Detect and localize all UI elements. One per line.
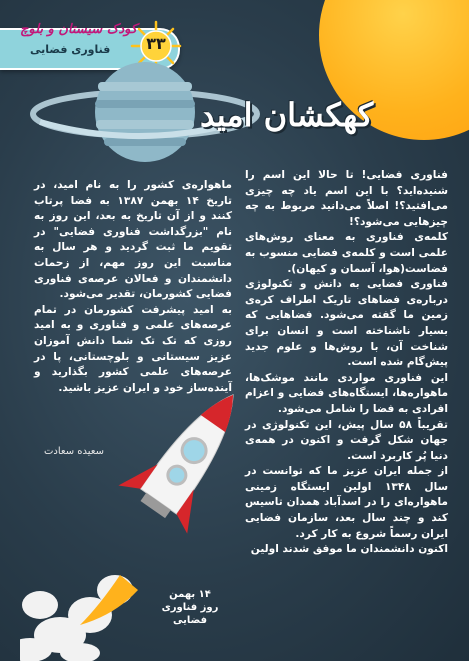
paragraph: ماهواره‌ی کشور را به نام امید، در تاریخ ۱۴ بهمن ۱۳۸۷ به فضا پرتاب کنند و از آن تاریخ به بعد، این روز به نام "بزرگداشت فناوری فضایی" در تقویم ما ثبت گردید و هر سال به مناسبت این روز مهم، از زحمات دانشمندان و فعالان عرصه‌ی فناوری فضایی کشورمان، تقدیر می‌شود. <box>34 179 233 301</box>
paragraph: اکنون دانشمندان ما موفق شدند اولین <box>250 543 448 556</box>
article-title: کهکشان امید <box>200 96 374 134</box>
magazine-brand: کودک سیستان و بلوچ <box>20 22 138 37</box>
paragraph: تقریباً ۵۸ سال پیش، این تکنولوژی در جهان شکل گرفت و اکنون در همه‌ی دنیا پُر کاربرد است. <box>245 418 448 462</box>
caption-date: ۱۴ بهمن <box>169 589 211 600</box>
image-caption <box>150 588 230 627</box>
paragraph: به امید پیشرفت کشورمان در تمام عرصه‌های علمی و فناوری و به امید روزی که تک تک شما دانش آموزان عزیز سیستانی و بلوچستانی، پا در عرصه‌های علمی کشور بگذارید و آینده‌ساز خود و ایران عزیز باشید. <box>34 303 232 394</box>
article-right-column <box>245 168 448 558</box>
paragraph: از جمله ایران عزیز ما که توانست در سال ۱۳۴۸ اولین ایستگاه زمینی ماهواره‌ای را در اسدآباد همدان تاسیس کند و چند سال بعد، سازمان فضایی ایران رسماً شروع به کار کرد. <box>245 465 449 540</box>
paragraph: این فناوری مواردی مانند موشک‌ها، ماهواره‌ها، ایستگاه‌های فضایی و اعزام افرادی به فضا را شامل می‌شود. <box>245 371 448 415</box>
author-name: سعیده سعادت <box>44 446 105 457</box>
paragraph: فناوری فضایی! تا حالا این اسم را شنیده‌اید؟ با این اسم یاد چه چیزی می‌افتید؟! اصلاً می‌دانید مربوط به چه چیزهایی می‌شود؟! <box>245 169 448 228</box>
paragraph: کلمه‌ی فناوری به معنای روش‌های علمی است و کلمه‌ی فضایی منسوب به فضاست(هوا، آسمان و کیهان). <box>245 231 448 275</box>
caption-occasion: روز فناوری فضایی <box>161 602 219 626</box>
paragraph: فناوری فضایی به دانش و تکنولوژی درباره‌ی فضاهای تاریک اطراف کره‌ی زمین ما گفته می‌شود. فضاهایی که بسیار ناشناخته است و انسان برای شناخت آن، با روش‌ها و علوم جدید پیش‌گام شده است. <box>245 278 448 369</box>
page-number: ۳۳ <box>146 34 166 53</box>
section-name: فناوری فضایی <box>30 43 111 56</box>
article-left-column <box>34 178 232 396</box>
